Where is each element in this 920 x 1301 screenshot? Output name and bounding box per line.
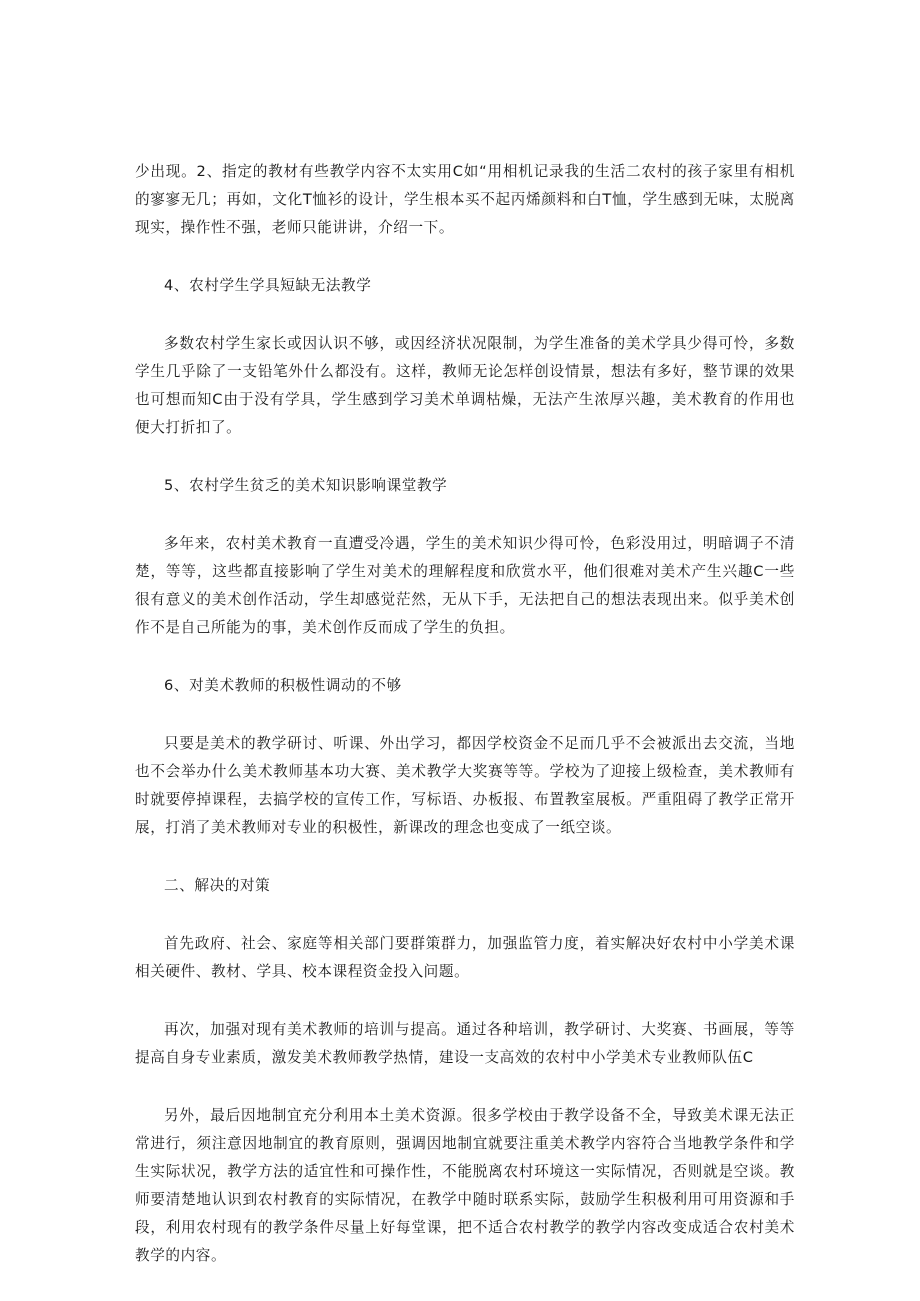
section-heading-4: 4、农村学生学具短缺无法教学 (164, 277, 372, 294)
section-heading-6: 6、对美术教师的积极性调动的不够 (164, 677, 402, 694)
paragraph-continuation: 少出现。2、指定的教材有些教学内容不太实用C如“用相机记录我的生活二农村的孩子家里有相机的寥寥无几；再如，文化T恤衫的设计，学生根本买不起丙烯颜料和白T恤，学生感到无味，太脱离现实，操作性不强，老师只能讲讲，介绍一下。 (135, 163, 795, 236)
paragraph-government-investment: 首先政府、社会、家庭等相关部门要群策群力，加强监管力度，着实解决好农村中小学美术课相关硬件、教材、学具、校本课程资金投入问题。 (135, 935, 795, 980)
section-heading-solutions: 二、解决的对策 (164, 877, 271, 894)
section-heading-5: 5、农村学生贫乏的美术知识影响课堂教学 (164, 477, 448, 494)
paragraph-school-supplies: 多数农村学生家长或因认识不够，或因经济状况限制，为学生准备的美术学具少得可怜，多数学生几乎除了一支铅笔外什么都没有。这样，教师无论怎样创设情景，想法有多好，整节课的效果也可想而知C由于没有学具，学生感到学习美术单调枯燥，无法产生浓厚兴趣，美术教育的作用也便大打折扣了。 (135, 335, 795, 436)
paragraph-art-knowledge: 多年来，农村美术教育一直遭受冷遇，学生的美术知识少得可怜，色彩没用过，明暗调子不清楚，等等，这些都直接影响了学生对美术的理解程度和欣赏水平，他们很难对美术产生兴趣C一些很有意义的美术创作活动，学生却感觉茫然，无从下手，无法把自己的想法表现出来。似乎美术创作不是自己所能为的事，美术创作反而成了学生的负担。 (135, 535, 795, 636)
paragraph-teacher-training: 再次，加强对现有美术教师的培训与提高。通过各种培训，教学研讨、大奖赛、书画展，等等提高自身专业素质，激发美术教师教学热情，建设一支高效的农村中小学美术专业教师队伍C (135, 1021, 795, 1066)
document-body (135, 158, 795, 1270)
paragraph-teacher-motivation: 只要是美术的教学研讨、听课、外出学习，都因学校资金不足而几乎不会被派出去交流，当地也不会举办什么美术教师基本功大赛、美术教学大奖赛等等。学校为了迎接上级检查，美术教师有时就要停掉课程，去搞学校的宣传工作，写标语、办板报、布置教室展板。严重阻碍了教学正常开展，打消了美术教师对专业的积极性，新课改的理念也变成了一纸空谈。 (135, 735, 795, 836)
paragraph-local-resources: 另外，最后因地制宜充分利用本土美术资源。很多学校由于教学设备不全，导致美术课无法正常进行，须注意因地制宜的教育原则，强调因地制宜就要注重美术教学内容符合当地教学条件和学生实际状况，教学方法的适宜性和可操作性，不能脱离农村环境这一实际情况，否则就是空谈。教师要清楚地认识到农村教育的实际情况，在教学中随时联系实际，鼓励学生积极利用可用资源和手段，利用农村现有的教学条件尽量上好每堂课，把不适合农村教学的教学内容改变成适合农村美术教学的内容。 (135, 1107, 795, 1264)
